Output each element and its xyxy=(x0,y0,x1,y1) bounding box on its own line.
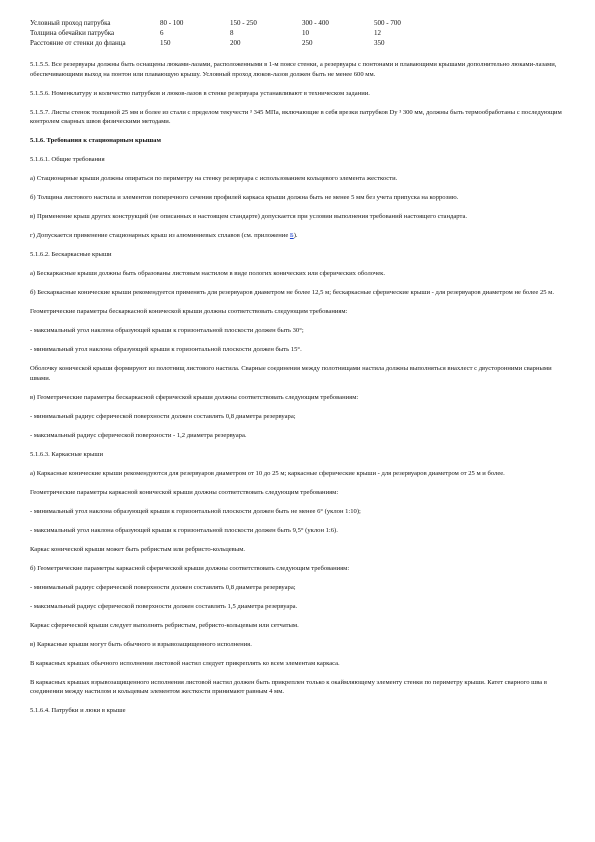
table-row-label: Толщина обечайки патрубка xyxy=(30,29,115,37)
paragraph-text: В каркасных крышах обычного исполнения листовой настил следует прикреплять ко всем элементам каркаса. xyxy=(30,659,340,667)
paragraph xyxy=(30,269,570,279)
table-cell: 12 xyxy=(374,29,381,37)
paragraph-text: б) Бескаркасные конические крыши рекомендуется применять для резервуаров диаметром не более 12,5 м; бескаркасные сферические крыши - для резервуаров диаметром не более 25 м. xyxy=(30,289,555,296)
paragraph-text: в) Геометрические параметры бескаркасной сферической крыши должны соответствовать следующим требованиям: xyxy=(30,393,359,401)
table-row-label: Условный проход патрубка xyxy=(30,19,111,27)
paragraph-text: 5.1.6. Требования к стационарным крышам xyxy=(30,137,161,144)
paragraph-text: - максимальный угол наклона образующей крыши к горизонтальной плоскости должен быть 30°; xyxy=(30,327,304,334)
paragraph-text: Геометрические параметры бескаркасной конической крыши должны соответствовать следующим требованиям: xyxy=(30,308,348,315)
table-row xyxy=(30,38,444,48)
paragraph xyxy=(30,345,570,355)
paragraph-text: а) Стационарные крыши должны опираться по периметру на стенку резервуара с использованием кольцевого элемента жесткости. xyxy=(30,175,398,182)
paragraph-text: Оболочку конической крыши формируют из полотнищ листового настила. Сварные соединения между полотнищами настила должны выполняться внахлест с двусторонними сварными швами. xyxy=(30,365,552,382)
paragraph xyxy=(30,412,570,422)
paragraph-text: Каркас сферической крыши следует выполнять ребристым, ребристо-кольцевым или сетчатым. xyxy=(30,621,299,629)
paragraph xyxy=(30,89,570,99)
paragraph-text: г) Допускается применение стационарных крыш из алюминиевых сплавов (см. приложение xyxy=(30,232,290,239)
paragraph-text: в) Применение крыш других конструкций (не описанных в настоящем стандарте) допускается при условии выполнения требований настоящего стандарта. xyxy=(30,213,468,220)
paragraph xyxy=(30,507,570,517)
paragraph-text: - минимальный угол наклона образующей крыши к горизонтальной плоскости должен быть не менее 6° (уклон 1:10); xyxy=(30,507,361,515)
paragraph-text: 5.1.6.4. Патрубки и люки в крыше xyxy=(30,707,126,714)
paragraph-text: б) Толщина листового настила и элементов поперечного сечения профилей каркаса крыши должна быть не менее 5 мм без учета припуска на коррозию. xyxy=(30,194,459,201)
paragraph-text: - максимальный угол наклона образующей крыши к горизонтальной плоскости должен быть 9,5° (уклон 1:6). xyxy=(30,526,338,534)
paragraph-text: в) Каркасные крыши могут быть обычного и взрывозащищенного исполнения. xyxy=(30,640,252,648)
paragraph xyxy=(30,706,570,716)
paragraph-text: - максимальный радиус сферической поверхности - 1,2 диаметра резервуара. xyxy=(30,431,247,439)
table-cell: 500 - 700 xyxy=(374,19,401,27)
paragraph xyxy=(30,621,570,631)
table-cell: 80 - 100 xyxy=(160,19,184,27)
paragraph-text: - минимальный радиус сферической поверхности должен составлять 0,8 диаметра резервуара; xyxy=(30,412,296,420)
paragraph xyxy=(30,288,570,298)
paragraph-text: 5.1.6.2. Бескаркасные крыши xyxy=(30,251,112,258)
nozzle-dimensions-table xyxy=(30,18,444,48)
table-cell: 250 xyxy=(302,39,313,47)
table-row-label: Расстояние от стенки до фланца xyxy=(30,39,126,47)
paragraph-text: а) Бескаркасные крыши должны быть образованы листовым настилом в виде пологих конических или сферических оболочек. xyxy=(30,270,385,277)
paragraph xyxy=(30,469,570,479)
paragraph-text: 5.1.5.5. Все резервуары должны быть оснащены люками-лазами, расположенными в 1-м поясе стенки, а резервуары с понтонами и плавающими крышами дополнительно люками-лазами, обеспечивающими выход на понтон или плавающую крышу. Условный проход люков-лазов должен быть не менее 600 мм. xyxy=(30,61,557,78)
paragraph xyxy=(30,450,570,460)
table-row xyxy=(30,28,444,38)
paragraph-text: - минимальный угол наклона образующей крыши к горизонтальной плоскости должен быть 15°. xyxy=(30,346,302,353)
paragraph xyxy=(30,488,570,498)
paragraph-text: 5.1.5.7. Листы стенок толщиной 25 мм и более из стали с пределом текучести ³ 345 МПа, включающие в себя врезки патрубков Dy ³ 300 мм, должны быть термообработаны с последующим контролем сварных швов физическими методами. xyxy=(30,108,562,125)
paragraph xyxy=(30,60,570,79)
paragraph xyxy=(30,431,570,441)
table-cell: 8 xyxy=(230,29,234,37)
appendix-link[interactable]: Б xyxy=(289,232,294,239)
paragraph xyxy=(30,231,570,241)
paragraph-text: - максимальный радиус сферической поверхности должен составлять 1,5 диаметра резервуара. xyxy=(30,602,298,610)
paragraph xyxy=(30,155,570,165)
table-cell: 10 xyxy=(302,29,309,37)
table-cell: 200 xyxy=(230,39,241,47)
paragraph xyxy=(30,174,570,184)
paragraph xyxy=(30,526,570,536)
table-cell: 300 - 400 xyxy=(302,19,329,27)
paragraph xyxy=(30,326,570,336)
paragraph xyxy=(30,640,570,650)
paragraph-text: В каркасных крышах взрывозащищенного исполнения листовой настил должен быть прикреплен только к окаймляющему элементу стенки по периметру крыши. Катет сварного шва в соединении между настилом и кольцевым элементом жесткости принимают равным 4 мм. xyxy=(30,678,547,695)
paragraph-text: - минимальный радиус сферической поверхности должен составлять 0,8 диаметра резервуара; xyxy=(30,583,296,591)
paragraph xyxy=(30,545,570,555)
paragraph xyxy=(30,307,570,317)
table-row xyxy=(30,18,444,28)
paragraph xyxy=(30,393,570,403)
paragraph xyxy=(30,250,570,260)
document-body xyxy=(30,60,570,716)
table-cell: 350 xyxy=(374,39,385,47)
section-heading xyxy=(30,136,570,146)
table-cell: 6 xyxy=(160,29,164,37)
paragraph-text-after: ). xyxy=(293,232,298,239)
paragraph-text: Каркас конической крыши может быть ребристым или ребристо-кольцевым. xyxy=(30,545,246,553)
paragraph-text: 5.1.5.6. Номенклатуру и количество патрубков и люков-лазов в стенке резервуара устанавливают в техническом задании. xyxy=(30,89,370,97)
paragraph xyxy=(30,602,570,612)
paragraph xyxy=(30,193,570,203)
paragraph-text: Геометрические параметры каркасной конической крыши должны соответствовать следующим требованиям: xyxy=(30,488,339,496)
paragraph xyxy=(30,659,570,669)
table-cell: 150 xyxy=(160,39,171,47)
paragraph xyxy=(30,583,570,593)
paragraph xyxy=(30,108,570,127)
table-cell: 150 - 250 xyxy=(230,19,257,27)
paragraph xyxy=(30,212,570,222)
paragraph-text: а) Каркасные конические крыши рекомендуются для резервуаров диаметром от 10 до 25 м; каркасные сферические крыши - для резервуаров диаметром от 25 м и более. xyxy=(30,469,505,477)
paragraph-text: 5.1.6.3. Каркасные крыши xyxy=(30,450,103,458)
paragraph-text: б) Геометрические параметры каркасной сферической крыши должны соответствовать следующим требованиям: xyxy=(30,564,350,572)
paragraph xyxy=(30,564,570,574)
document-page xyxy=(30,18,570,725)
paragraph xyxy=(30,678,570,697)
paragraph-text: 5.1.6.1. Общие требования xyxy=(30,156,105,163)
paragraph xyxy=(30,364,570,383)
